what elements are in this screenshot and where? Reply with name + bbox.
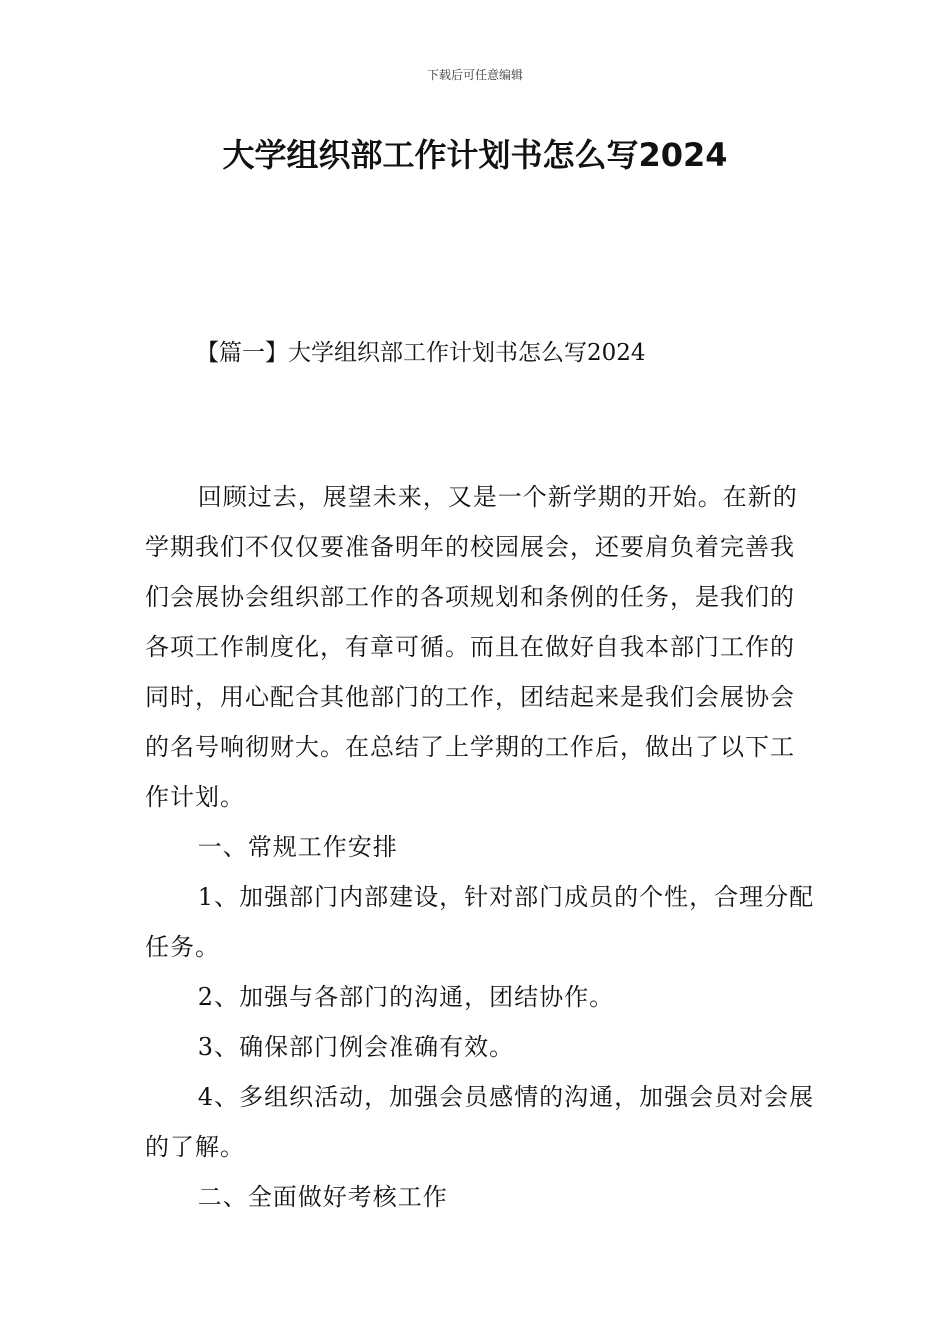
paragraph-item-2: 2、加强与各部门的沟通，团结协作。 [197,983,615,1011]
paragraph-item-3: 3、确保部门例会准确有效。 [197,1033,515,1061]
document-body [145,472,815,1222]
document-title: 大学组织部工作计划书怎么写2024 [222,136,728,174]
paragraph-heading-assessment: 二、全面做好考核工作 [197,1183,448,1211]
paragraph-item-4: 4、多组织活动，加强会员感情的沟通，加强会员对会展的了解。 [145,1083,815,1161]
paragraph-intro: 回顾过去，展望未来，又是一个新学期的开始。在新的学期我们不仅仅要准备明年的校园展会，还要肩负着完善我们会展协会组织部工作的各项规划和条例的任务，是我们的各项工作制度化，有章可循。而且在做好自我本部门工作的同时，用心配合其他部门的工作，团结起来是我们会展协会的名号响彻财大。在总结了上学期的工作后，做出了以下工作计划。 [145,483,798,811]
section-heading: 【篇一】大学组织部工作计划书怎么写2024 [196,340,646,366]
paragraph-item-1: 1、加强部门内部建设，针对部门成员的个性，合理分配任务。 [145,883,815,961]
paragraph-heading-routine-work: 一、常规工作安排 [197,833,398,861]
header-note: 下载后可任意编辑 [426,68,523,82]
